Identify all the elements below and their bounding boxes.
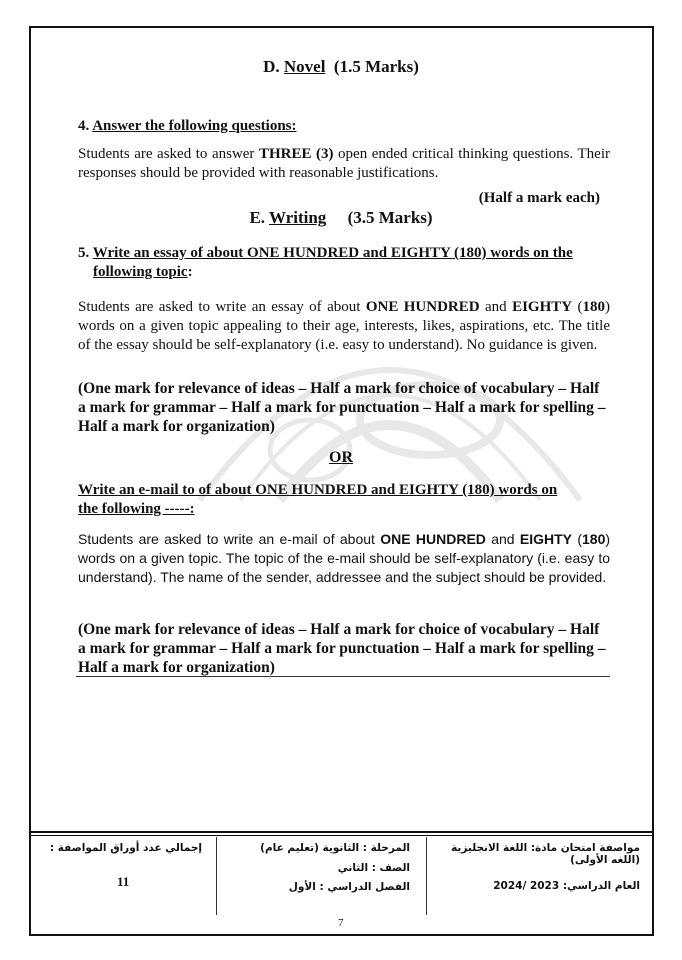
question-5-title-line1: Write an essay of about ONE HUNDRED and EIGHTY (180) words on the bbox=[92, 245, 573, 261]
footer-divider-right bbox=[426, 837, 427, 915]
question-4-title bbox=[78, 118, 297, 135]
q4-text-bold: THREE (3) bbox=[258, 146, 334, 162]
section-d-prefix: D. bbox=[263, 57, 280, 76]
section-d-marks: (1.5 Marks) bbox=[333, 57, 419, 76]
email-desc-bold3: 180 bbox=[582, 531, 606, 547]
section-e-prefix: E. bbox=[249, 208, 266, 227]
section-e-title: Writing bbox=[269, 208, 327, 227]
footer-divider-left bbox=[216, 837, 217, 915]
footer-academic-year: العام الدراسي: 2023 /2024 bbox=[493, 880, 640, 892]
question-5-number: 5. bbox=[78, 245, 90, 261]
section-e-marks: (3.5 Marks) bbox=[347, 208, 433, 227]
email-title-part2: and EIGHTY (180) words on bbox=[367, 482, 558, 498]
or-divider bbox=[0, 449, 682, 467]
q4-text-pre: Students are asked to answer bbox=[78, 146, 259, 162]
email-desc-part3: ( bbox=[577, 531, 582, 547]
email-underline bbox=[76, 676, 610, 677]
question-4-mark-note: (Half a mark each) bbox=[478, 190, 600, 206]
email-description bbox=[78, 530, 610, 587]
email-desc-part4: ) words on a given topic. The topic of the e-mail should be self-explanatory (i.e. easy to understand). The name of the sender, addressee and the subject should be provided. bbox=[78, 531, 611, 585]
footer-top-border-inner bbox=[30, 835, 653, 836]
or-label: OR bbox=[329, 449, 353, 466]
footer-stage: المرحلة : الثانوية (تعليم عام) bbox=[260, 842, 410, 854]
email-title bbox=[78, 481, 612, 519]
page-number: 7 bbox=[338, 917, 344, 929]
essay-desc-bold3: 180 bbox=[582, 299, 606, 315]
email-desc-part2: and bbox=[485, 531, 520, 547]
footer-semester: الفصل الدراسي : الأول bbox=[288, 881, 410, 893]
footer-top-border bbox=[30, 831, 653, 833]
essay-desc-bold2: EIGHTY bbox=[512, 299, 573, 315]
essay-desc-bold1: ONE HUNDRED bbox=[365, 299, 480, 315]
essay-desc-part1: Students are asked to write an essay of about bbox=[78, 299, 366, 315]
email-title-line2: the following -----: bbox=[78, 501, 195, 517]
email-desc-part1: Students are asked to write an e-mail of about bbox=[78, 531, 381, 547]
question-4-number: 4. bbox=[78, 118, 90, 134]
section-d-title: Novel bbox=[283, 57, 326, 76]
footer-grade: الصف : الثاني bbox=[337, 862, 410, 874]
section-e-heading bbox=[0, 208, 682, 228]
question-4-title-text: Answer the following questions: bbox=[92, 118, 297, 134]
essay-desc-part3: ( bbox=[577, 299, 583, 315]
question-5-title bbox=[78, 244, 612, 282]
essay-desc-part2: and bbox=[479, 299, 513, 315]
footer-total-pages-label: إجمالي عدد أوراق المواصفة : bbox=[49, 842, 202, 854]
question-5-title-line2-wrap bbox=[78, 264, 193, 280]
email-desc-bold1: ONE HUNDRED bbox=[380, 531, 486, 547]
section-d-heading bbox=[0, 57, 682, 77]
footer-spec-title: مواصفة امتحان مادة: اللغة الانجليزية (اللغه الأولى) bbox=[451, 842, 640, 866]
essay-description bbox=[78, 298, 610, 355]
question-5-title-line2: following topic bbox=[93, 264, 188, 280]
q4-text-post: open ended critical thinking questions. Their responses should be provided with reasonable justifications. bbox=[78, 146, 610, 181]
essay-rubric: (One mark for relevance of ideas – Half a mark for choice of vocabulary – Half a mark for grammar – Half a mark for punctuation – Half a mark for spelling – Half a mark for organization) bbox=[78, 380, 606, 435]
footer-total-pages-value: 11 bbox=[117, 874, 130, 889]
essay-desc-part4: ) words on a given topic appealing to their age, interests, likes, aspirations, etc. The title of the essay should be self-explanatory (i.e. easy to understand). No guidance is given. bbox=[78, 299, 611, 353]
question-4-description bbox=[78, 145, 610, 183]
question-5-title-colon: : bbox=[187, 264, 193, 280]
email-desc-bold2: EIGHTY bbox=[519, 531, 573, 547]
email-title-part1: Write an e-mail to of about ONE HUNDRED bbox=[78, 482, 368, 498]
email-rubric: (One mark for relevance of ideas – Half a mark for choice of vocabulary – Half a mark for grammar – Half a mark for punctuation – Half a mark for spelling – Half a mark for organization) bbox=[78, 621, 606, 676]
